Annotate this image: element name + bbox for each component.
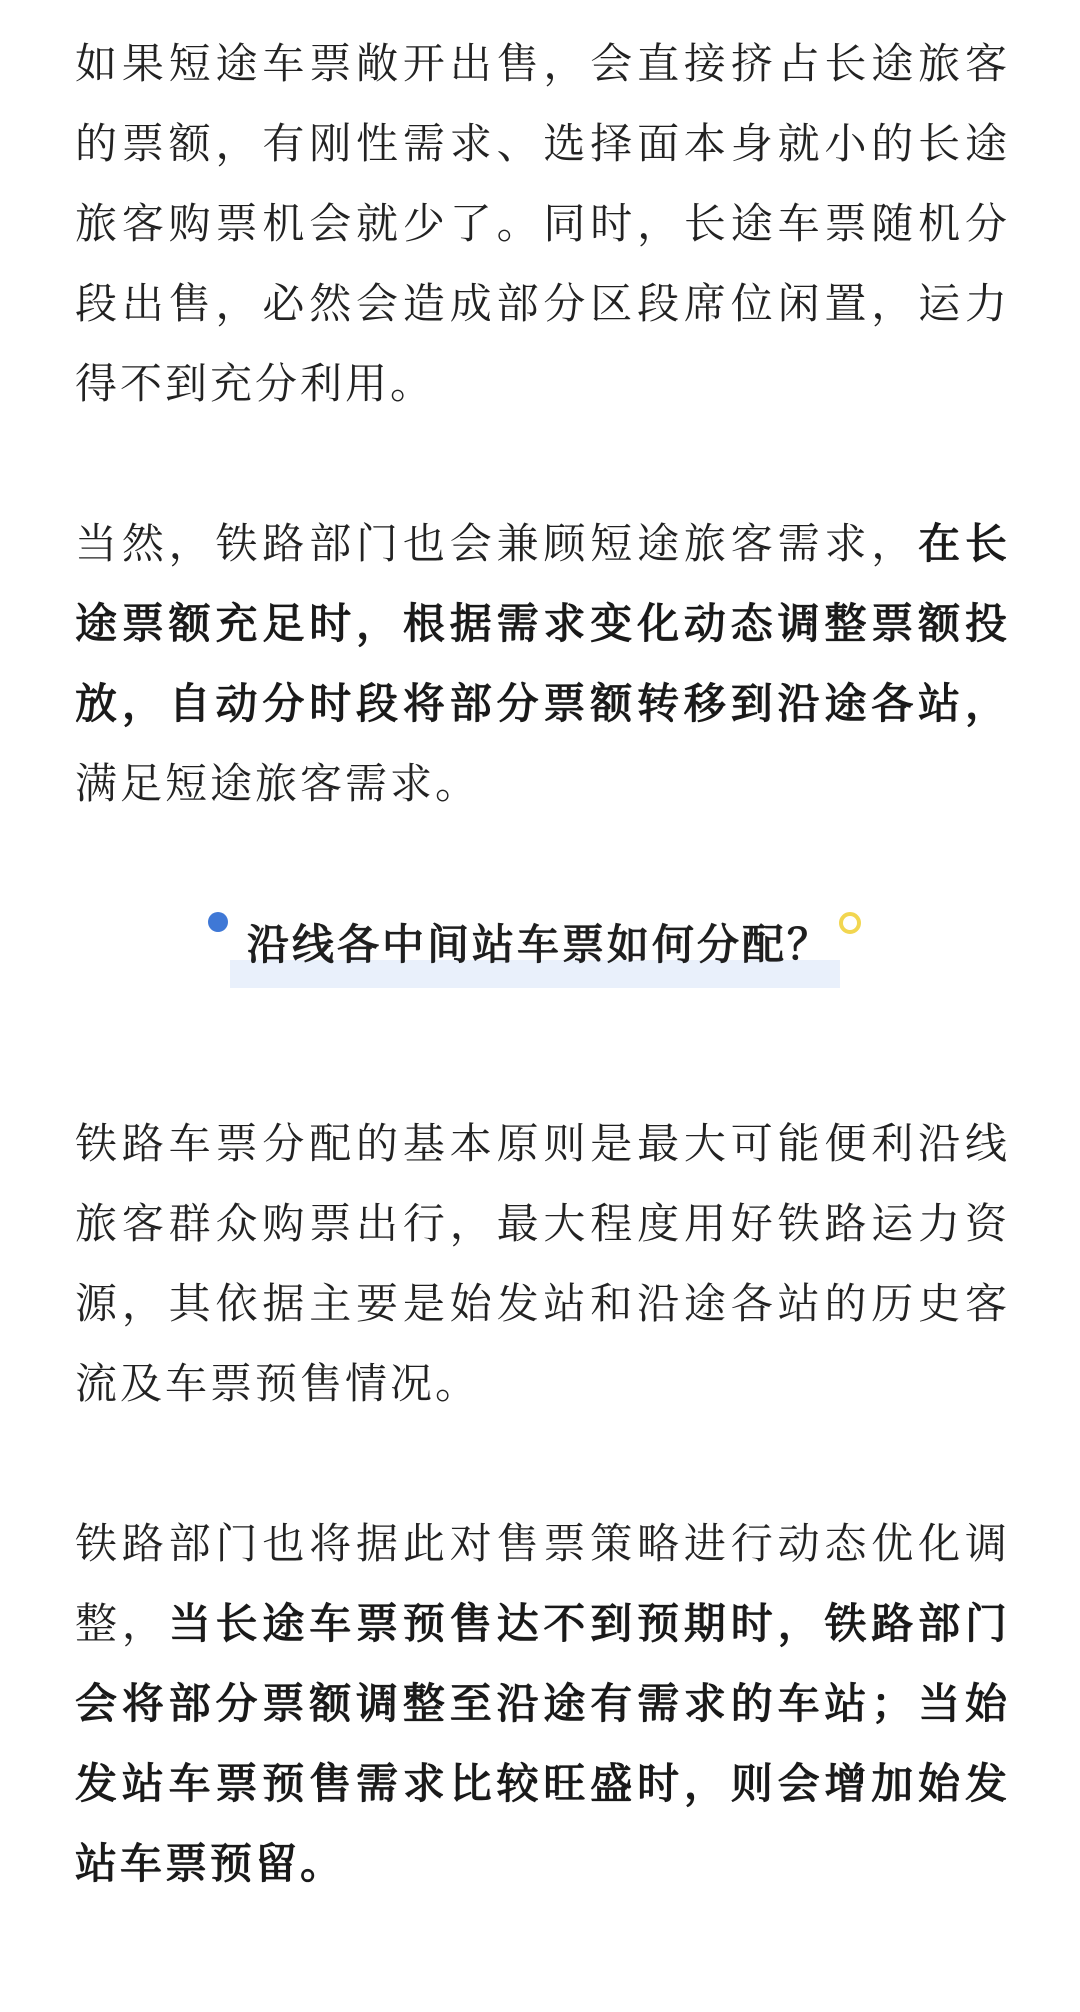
paragraph-short-trip-demand — [75, 504, 1010, 824]
heading-title: 沿线各中间站车票如何分配？ — [247, 920, 833, 969]
paragraph-bold-text: 在长途票额充足时，根据需求变化动态调整票额投放，自动分时段将部分票额转移到沿途各站， — [75, 519, 1010, 728]
paragraph-bold-text: 当长途车票预售达不到预期时，铁路部门会将部分票额调整至沿途有需求的车站；当始发站车票预售需求比较旺盛时，则会增加始发站车票预留。 — [75, 1599, 1010, 1888]
paragraph-dynamic-adjustment — [75, 1504, 1010, 1904]
paragraph-text: 当然，铁路部门也会兼顾短途旅客需求， — [75, 519, 919, 568]
blue-dot-decoration — [208, 912, 228, 932]
paragraph-text: 满足短途旅客需求。 — [75, 759, 481, 808]
yellow-ring-decoration — [839, 912, 861, 934]
section-heading — [75, 904, 1010, 1024]
paragraph-short-vs-long-tickets: 如果短途车票敞开出售，会直接挤占长途旅客的票额，有刚性需求、选择面本身就小的长途旅客购票机会就少了。同时，长途车票随机分段出售，必然会造成部分区段席位闲置，运力得不到充分利用。 — [75, 39, 1010, 408]
paragraph-text: 铁路部门也将据此对售票策略进行动态优化调整， — [75, 1519, 1010, 1648]
paragraph-allocation-principle: 铁路车票分配的基本原则是最大可能便利沿线旅客群众购票出行，最大程度用好铁路运力资源，其依据主要是始发站和沿途各站的历史客流及车票预售情况。 — [75, 1119, 1010, 1408]
article-body — [75, 24, 1010, 1904]
